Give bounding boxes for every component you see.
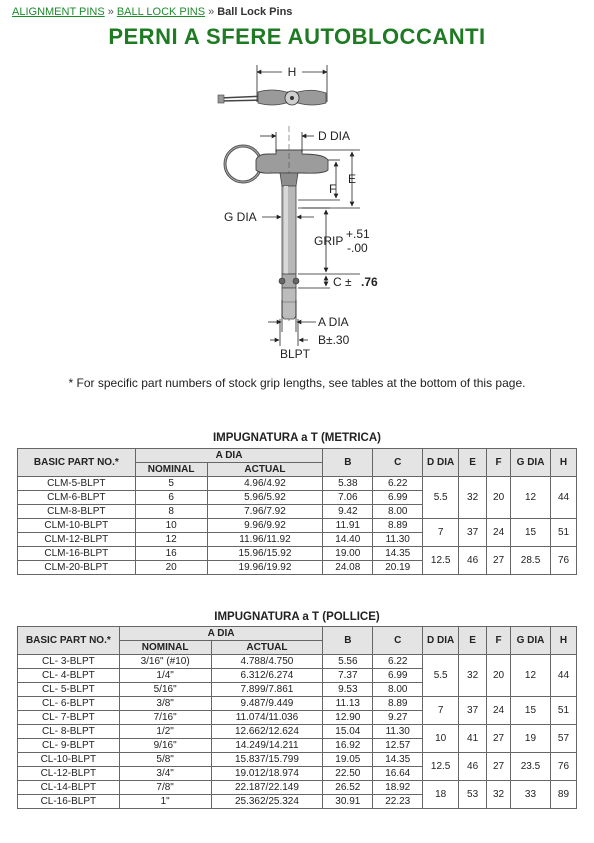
header-b: B: [323, 627, 373, 655]
cell-f: 20: [487, 655, 511, 697]
header-g-dia: G DIA: [511, 627, 551, 655]
cell-actual: 14.249/14.211: [211, 739, 323, 753]
cell-h: 44: [551, 477, 577, 519]
table-row: [18, 725, 577, 739]
breadcrumb-separator: »: [208, 6, 215, 18]
cell-b: 24.08: [323, 561, 373, 575]
cell-actual: 25.362/25.324: [211, 795, 323, 809]
label-e: E: [348, 172, 357, 186]
cell-nominal: 3/8": [119, 697, 211, 711]
cell-f: 32: [487, 781, 511, 809]
inch-table-body: [18, 655, 577, 809]
cell-actual: 4.96/4.92: [207, 477, 323, 491]
breadcrumb-current: Ball Lock Pins: [217, 6, 293, 18]
cell-e: 32: [459, 655, 487, 697]
label-blpt: BLPT: [280, 347, 311, 361]
cell-c: 18.92: [373, 781, 423, 795]
header-f: F: [487, 449, 511, 477]
cell-actual: 7.96/7.92: [207, 505, 323, 519]
cell-d: 5.5: [423, 477, 459, 519]
cell-h: 89: [550, 781, 576, 809]
footnote: * For specific part numbers of stock grip lengths, see tables at the bottom of this page.: [68, 376, 526, 390]
cell-d: 12.5: [423, 547, 459, 575]
header-b: B: [323, 449, 373, 477]
cell-c: 11.30: [373, 533, 423, 547]
header-h: H: [551, 449, 577, 477]
cell-g: 12: [511, 477, 551, 519]
metric-table-caption: IMPUGNATURA a T (METRICA): [212, 432, 381, 444]
cell-c: 22.23: [373, 795, 423, 809]
cell-c: 6.99: [373, 491, 423, 505]
cell-f: 27: [487, 725, 511, 753]
cell-part-no: CLM-5-BLPT: [18, 477, 136, 491]
header-e: E: [459, 627, 487, 655]
cell-actual: 7.899/7.861: [211, 683, 323, 697]
cell-f: 27: [487, 547, 511, 575]
header-h: H: [550, 627, 576, 655]
cell-part-no: CL-14-BLPT: [18, 781, 120, 795]
cell-part-no: CLM-8-BLPT: [18, 505, 136, 519]
label-grip: GRIP: [314, 234, 344, 248]
cell-c: 14.35: [373, 547, 423, 561]
cell-part-no: CL- 9-BLPT: [18, 739, 120, 753]
table-row: [18, 753, 577, 767]
cell-g: 28.5: [511, 547, 551, 575]
cell-actual: 19.96/19.92: [207, 561, 323, 575]
cell-e: 32: [459, 477, 487, 519]
cell-e: 37: [459, 697, 487, 725]
cell-nominal: 7/16": [119, 711, 211, 725]
cell-d: 7: [423, 697, 459, 725]
header-f: F: [487, 627, 511, 655]
header-basic-part-no: BASIC PART NO.*: [18, 627, 120, 655]
cell-part-no: CL- 6-BLPT: [18, 697, 120, 711]
cell-c: 20.19: [373, 561, 423, 575]
header-actual: ACTUAL: [211, 641, 323, 655]
cell-c: 6.22: [373, 477, 423, 491]
cell-actual: 11.074/11.036: [211, 711, 323, 725]
ball-lock-pin-drawing: [190, 60, 420, 365]
cell-nominal: 10: [135, 519, 207, 533]
cell-c: 8.00: [373, 683, 423, 697]
header-a-dia: A DIA: [135, 449, 323, 463]
cell-nominal: 3/16" (#10): [119, 655, 211, 669]
cell-part-no: CLM-6-BLPT: [18, 491, 136, 505]
cell-c: 16.64: [373, 767, 423, 781]
cell-part-no: CLM-16-BLPT: [18, 547, 136, 561]
cell-f: 24: [487, 519, 511, 547]
metric-spec-table: [17, 448, 577, 575]
header-nominal: NOMINAL: [135, 463, 207, 477]
cell-actual: 5.96/5.92: [207, 491, 323, 505]
cell-d: 10: [423, 725, 459, 753]
cell-part-no: CLM-12-BLPT: [18, 533, 136, 547]
cell-actual: 19.012/18.974: [211, 767, 323, 781]
cell-b: 7.06: [323, 491, 373, 505]
breadcrumb-link-ball-lock-pins[interactable]: BALL LOCK PINS: [116, 6, 206, 18]
cell-nominal: 3/4": [119, 767, 211, 781]
cell-e: 53: [459, 781, 487, 809]
table-row: [18, 697, 577, 711]
cell-c: 8.89: [373, 697, 423, 711]
cell-part-no: CL- 5-BLPT: [18, 683, 120, 697]
cell-g: 19: [511, 725, 551, 753]
cell-c: 14.35: [373, 753, 423, 767]
header-c: C: [373, 627, 423, 655]
cell-nominal: 20: [135, 561, 207, 575]
breadcrumb: [12, 6, 292, 18]
cell-b: 9.53: [323, 683, 373, 697]
metric-table-body: [18, 477, 577, 575]
cell-nominal: 5/8": [119, 753, 211, 767]
table-row: [18, 477, 577, 491]
header-basic-part-no: BASIC PART NO.*: [18, 449, 136, 477]
label-c: C ±: [333, 275, 352, 289]
breadcrumb-link-alignment-pins[interactable]: ALIGNMENT PINS: [12, 6, 105, 18]
cell-b: 12.90: [323, 711, 373, 725]
cell-e: 41: [459, 725, 487, 753]
cell-b: 11.13: [323, 697, 373, 711]
cell-g: 23.5: [511, 753, 551, 781]
cell-b: 16.92: [323, 739, 373, 753]
cell-d: 5.5: [423, 655, 459, 697]
cell-part-no: CL- 8-BLPT: [18, 725, 120, 739]
cell-f: 20: [487, 477, 511, 519]
cell-b: 14.40: [323, 533, 373, 547]
cell-d: 7: [423, 519, 459, 547]
cell-actual: 22.187/22.149: [211, 781, 323, 795]
cell-c: 6.99: [373, 669, 423, 683]
breadcrumb-separator: »: [107, 6, 114, 18]
header-actual: ACTUAL: [207, 463, 323, 477]
cell-b: 19.05: [323, 753, 373, 767]
header-nominal: NOMINAL: [119, 641, 211, 655]
cell-nominal: 1": [119, 795, 211, 809]
page-title: PERNI A SFERE AUTOBLOCCANTI: [108, 24, 486, 49]
cell-actual: 9.487/9.449: [211, 697, 323, 711]
cell-g: 15: [511, 697, 551, 725]
cell-e: 46: [459, 547, 487, 575]
cell-actual: 4.788/4.750: [211, 655, 323, 669]
header-c: C: [373, 449, 423, 477]
cell-g: 15: [511, 519, 551, 547]
cell-h: 76: [551, 547, 577, 575]
label-grip-tol-plus: +.51: [346, 227, 370, 241]
header-d-dia: D DIA: [423, 449, 459, 477]
cell-e: 46: [459, 753, 487, 781]
cell-actual: 12.662/12.624: [211, 725, 323, 739]
cell-b: 5.56: [323, 655, 373, 669]
label-h: H: [287, 65, 297, 79]
cell-actual: 11.96/11.92: [207, 533, 323, 547]
cell-e: 37: [459, 519, 487, 547]
cell-c: 12.57: [373, 739, 423, 753]
cell-c: 8.00: [373, 505, 423, 519]
inch-spec-table: [17, 626, 577, 809]
cell-d: 12.5: [423, 753, 459, 781]
label-d-dia: D DIA: [318, 129, 351, 143]
cell-h: 76: [550, 753, 576, 781]
cell-b: 26.52: [323, 781, 373, 795]
cell-h: 51: [550, 697, 576, 725]
cell-b: 22.50: [323, 767, 373, 781]
cell-h: 57: [550, 725, 576, 753]
cell-b: 15.04: [323, 725, 373, 739]
cell-actual: 15.96/15.92: [207, 547, 323, 561]
table-row: [18, 781, 577, 795]
cell-part-no: CLM-10-BLPT: [18, 519, 136, 533]
cell-nominal: 16: [135, 547, 207, 561]
cell-g: 12: [511, 655, 551, 697]
cell-nominal: 8: [135, 505, 207, 519]
cell-nominal: 1/2": [119, 725, 211, 739]
cell-f: 24: [487, 697, 511, 725]
header-g-dia: G DIA: [511, 449, 551, 477]
label-grip-tol-minus: -.00: [347, 241, 368, 255]
inch-table-caption: IMPUGNATURA a T (POLLICE): [214, 611, 380, 623]
cell-part-no: CL-16-BLPT: [18, 795, 120, 809]
cell-part-no: CL- 3-BLPT: [18, 655, 120, 669]
cell-b: 30.91: [323, 795, 373, 809]
cell-actual: 15.837/15.799: [211, 753, 323, 767]
cell-h: 44: [550, 655, 576, 697]
header-a-dia: A DIA: [119, 627, 323, 641]
cell-h: 51: [551, 519, 577, 547]
cell-b: 7.37: [323, 669, 373, 683]
cell-c: 6.22: [373, 655, 423, 669]
cell-nominal: 9/16": [119, 739, 211, 753]
cell-d: 18: [423, 781, 459, 809]
cell-c: 11.30: [373, 725, 423, 739]
table-row: [18, 519, 577, 533]
cell-f: 27: [487, 753, 511, 781]
table-row: [18, 547, 577, 561]
cell-nominal: 5/16": [119, 683, 211, 697]
label-a-dia: A DIA: [318, 315, 349, 329]
cell-actual: 9.96/9.92: [207, 519, 323, 533]
label-b: B±.30: [318, 333, 350, 347]
cell-g: 33: [511, 781, 551, 809]
cell-part-no: CL-10-BLPT: [18, 753, 120, 767]
label-g-dia: G DIA: [224, 210, 257, 224]
cell-c: 8.89: [373, 519, 423, 533]
top-view: [218, 65, 327, 105]
cell-part-no: CL-12-BLPT: [18, 767, 120, 781]
header-d-dia: D DIA: [423, 627, 459, 655]
cell-nominal: 12: [135, 533, 207, 547]
cell-nominal: 7/8": [119, 781, 211, 795]
cell-nominal: 1/4": [119, 669, 211, 683]
cell-nominal: 5: [135, 477, 207, 491]
cell-part-no: CL- 7-BLPT: [18, 711, 120, 725]
cell-b: 19.00: [323, 547, 373, 561]
table-row: [18, 655, 577, 669]
cell-actual: 6.312/6.274: [211, 669, 323, 683]
label-f: F: [329, 182, 337, 196]
header-e: E: [459, 449, 487, 477]
front-view: [225, 126, 328, 322]
cell-nominal: 6: [135, 491, 207, 505]
cell-b: 5.38: [323, 477, 373, 491]
cell-c: 9.27: [373, 711, 423, 725]
cell-part-no: CLM-20-BLPT: [18, 561, 136, 575]
label-c-tol: .76: [361, 275, 378, 289]
cell-b: 9.42: [323, 505, 373, 519]
cell-part-no: CL- 4-BLPT: [18, 669, 120, 683]
cell-b: 11.91: [323, 519, 373, 533]
